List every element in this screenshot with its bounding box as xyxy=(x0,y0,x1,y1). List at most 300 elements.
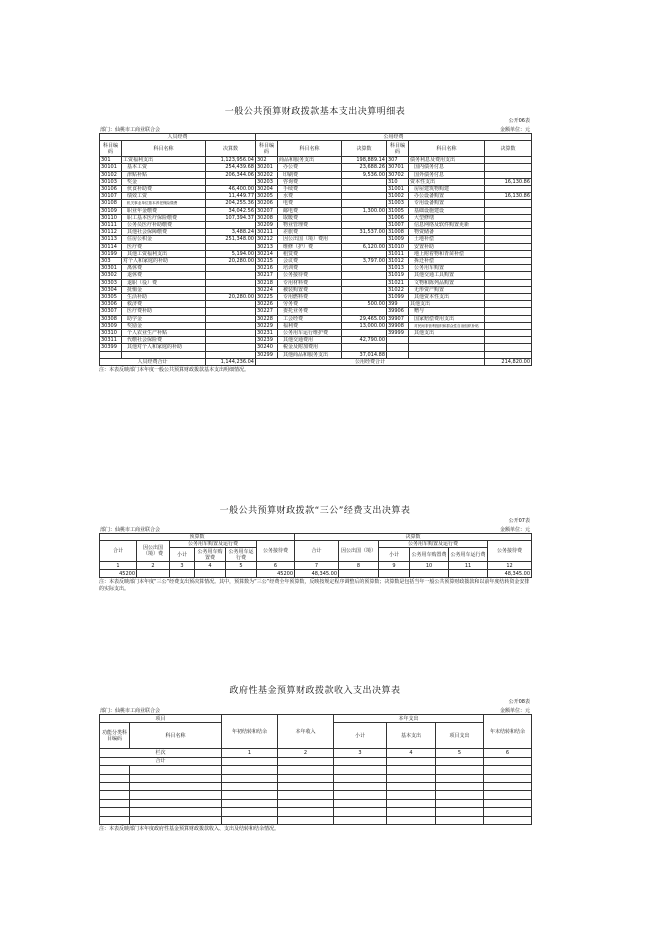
subject-name-cell: 国家赔偿费用支出 xyxy=(409,315,485,322)
amount-cell xyxy=(410,570,449,578)
col-code: 科目编码 xyxy=(256,141,278,157)
sheet2-code: 公开07表 xyxy=(508,518,530,524)
subject-code-cell: 30112 xyxy=(100,229,122,236)
subject-name-cell: 土地补偿 xyxy=(409,236,485,243)
table-row xyxy=(100,236,532,243)
amount-cell: 29,465.00 xyxy=(342,315,387,322)
final-car-subtotal: 小计 xyxy=(379,548,410,562)
amount-cell xyxy=(206,322,256,329)
table-row xyxy=(100,186,532,193)
amount-cell: 42,790.00 xyxy=(342,337,387,344)
subject-name-cell: 物业管理费 xyxy=(278,222,342,229)
subject-name-cell: 其他交通工具购置 xyxy=(409,272,485,279)
subject-code-cell: 30231 xyxy=(256,330,278,337)
amount-cell: 206,344.06 xyxy=(206,171,256,178)
subject-code-cell: 310 xyxy=(387,178,409,185)
subject-code-cell: 30212 xyxy=(256,236,278,243)
subject-code-cell: 30199 xyxy=(100,250,122,257)
sheet1-title: 一般公共预算财政拨款基本支出决算明细表 xyxy=(224,107,406,117)
table-row xyxy=(100,337,532,344)
subject-name-cell: 差旅费 xyxy=(278,229,342,236)
subject-code-cell: 30201 xyxy=(256,164,278,171)
subject-code-cell: 39907 xyxy=(387,315,409,322)
subject-name-cell: 水费 xyxy=(278,193,342,200)
amount-cell xyxy=(206,265,256,272)
subject-code-cell: 30239 xyxy=(256,337,278,344)
subject-code-cell: 399 xyxy=(387,301,409,308)
amount-cell xyxy=(342,308,387,315)
subject-name-cell: 抚恤金 xyxy=(122,286,206,293)
subject-name-cell: 退职（役）费 xyxy=(122,279,206,286)
final-car-group: 公务用车购置及运行费 xyxy=(379,541,488,548)
amount-cell: 45200 xyxy=(257,570,295,578)
amount-cell: 198,889.14 xyxy=(342,157,387,164)
column-index-cell: 7 xyxy=(295,562,339,570)
amount-cell: 16,130.86 xyxy=(485,193,532,200)
sheet3-unit: 金额单位：元 xyxy=(499,708,530,714)
subject-code-cell: 31011 xyxy=(387,250,409,257)
col-amount: 决算数 xyxy=(206,141,256,157)
sheet1-code: 公开06表 xyxy=(508,118,530,124)
table-row xyxy=(100,301,532,308)
amount-cell: 46,400.00 xyxy=(206,186,256,193)
expense-subtotal-header: 小计 xyxy=(334,723,387,749)
table-row xyxy=(100,782,532,790)
amount-cell xyxy=(485,337,532,344)
amount-cell xyxy=(342,286,387,293)
amount-cell xyxy=(342,272,387,279)
subject-name-cell: 其他交通费用 xyxy=(278,337,342,344)
subject-name-cell: 机关事业单位基本养老保险缴费 xyxy=(122,200,206,207)
subject-name-cell: 拆迁补偿 xyxy=(409,258,485,265)
subject-name-cell: 文物和陈列品购置 xyxy=(409,279,485,286)
budget-car-group: 公务用车购置及运行费 xyxy=(170,541,257,548)
amount-cell xyxy=(485,243,532,250)
table-row xyxy=(100,250,532,257)
table-row xyxy=(100,214,532,221)
amount-cell xyxy=(342,279,387,286)
final-reception: 公务接待费 xyxy=(488,541,532,562)
subject-name-cell: 医疗费补助 xyxy=(122,308,206,315)
subject-name-cell: 代缴社会保险费 xyxy=(122,337,206,344)
amount-cell: 5,194.00 xyxy=(206,250,256,257)
col-index-label: 栏次 xyxy=(100,749,222,757)
subject-code-cell xyxy=(100,351,122,358)
table-row xyxy=(100,286,532,293)
subject-code-cell: 31002 xyxy=(387,193,409,200)
subject-name-cell: 基本工资 xyxy=(122,164,206,171)
subject-name-cell: 税金及附加费用 xyxy=(278,344,342,351)
subject-name-cell: 救济费 xyxy=(122,301,206,308)
end-balance-header: 年末结转和结余 xyxy=(484,715,532,749)
amount-cell xyxy=(342,186,387,193)
column-index-cell: 9 xyxy=(379,562,410,570)
subject-code-cell: 30102 xyxy=(100,171,122,178)
amount-cell xyxy=(485,301,532,308)
subject-code-cell: 30229 xyxy=(256,322,278,329)
subject-name-cell: 职工基本医疗保险缴费 xyxy=(122,214,206,221)
subject-name-cell: 维修（护）费 xyxy=(278,243,342,250)
subject-name-cell: 租赁费 xyxy=(278,250,342,257)
subject-code-cell: 30108 xyxy=(100,200,122,207)
amount-cell: 11,449.77 xyxy=(206,193,256,200)
amount-cell xyxy=(206,308,256,315)
subject-code-cell: 31022 xyxy=(387,286,409,293)
final-abroad: 因公出国（境） xyxy=(339,541,379,562)
amount-cell xyxy=(342,330,387,337)
amount-cell xyxy=(485,294,532,301)
amount-cell xyxy=(485,279,532,286)
table-row xyxy=(100,344,532,351)
subject-code-cell: 30308 xyxy=(100,315,122,322)
subject-code-cell: 30218 xyxy=(256,279,278,286)
subject-code-cell: 31010 xyxy=(387,243,409,250)
column-index-cell: 6 xyxy=(484,749,532,757)
table-row xyxy=(100,157,532,164)
subject-code-cell: 30206 xyxy=(256,200,278,207)
amount-cell: 251,348.00 xyxy=(206,236,256,243)
subject-code-cell: 30309 xyxy=(100,322,122,329)
column-index-cell: 5 xyxy=(226,562,257,570)
final-total: 合计 xyxy=(295,541,339,562)
amount-cell xyxy=(485,171,532,178)
table-row xyxy=(100,243,532,250)
amount-cell xyxy=(485,229,532,236)
subject-name-cell: 基础设施建设 xyxy=(409,207,485,214)
table-row xyxy=(100,330,532,337)
subject-name-cell: 债务利息及费用支出 xyxy=(409,157,485,164)
table-row xyxy=(100,816,532,824)
amount-cell xyxy=(485,330,532,337)
subject-name-cell: 公务用车运行维护费 xyxy=(278,330,342,337)
amount-cell xyxy=(485,344,532,351)
amount-cell: 45200 xyxy=(100,570,137,578)
public-total-label: 公用经费合计 xyxy=(256,358,485,365)
subject-name-cell: 其他工资福利支出 xyxy=(122,250,206,257)
subject-code-cell: 307 xyxy=(387,157,409,164)
subject-code-cell: 31003 xyxy=(387,200,409,207)
subject-name-cell xyxy=(122,351,206,358)
column-index-cell: 3 xyxy=(170,562,195,570)
sheet3-title: 政府性基金预算财政拨款收入支出决算表 xyxy=(229,686,401,696)
public-header: 公用经费 xyxy=(256,134,532,141)
amount-cell xyxy=(485,308,532,315)
subject-name-cell: 手续费 xyxy=(278,186,342,193)
amount-cell xyxy=(485,236,532,243)
subject-code-cell: 30304 xyxy=(100,286,122,293)
subject-code-cell: 31005 xyxy=(387,207,409,214)
subject-code-cell: 30213 xyxy=(256,243,278,250)
amount-cell xyxy=(137,570,170,578)
amount-cell xyxy=(206,279,256,286)
gov-fund-sheet xyxy=(99,683,531,833)
amount-cell: 9,536.00 xyxy=(342,171,387,178)
subject-code-cell: 30299 xyxy=(256,351,278,358)
income-header: 本年收入 xyxy=(278,715,334,749)
subject-name-cell: 大型修缮 xyxy=(409,214,485,221)
subject-code-cell: 30207 xyxy=(256,207,278,214)
subject-name-cell: 因公出国（境）费用 xyxy=(278,236,342,243)
amount-cell: 13,000.00 xyxy=(342,322,387,329)
subject-code-cell: 30111 xyxy=(100,222,122,229)
subject-name-cell: 公务用车购置 xyxy=(409,265,485,272)
subject-name-cell: 物资储备 xyxy=(409,229,485,236)
amount-cell: 3,797.00 xyxy=(342,258,387,265)
amount-cell: 3,488.24 xyxy=(206,229,256,236)
table-row xyxy=(100,799,532,807)
subject-name-cell: 绩效工资 xyxy=(122,193,206,200)
amount-cell: 37,014.88 xyxy=(342,351,387,358)
budget-abroad: 因公出国（境）费 xyxy=(137,541,170,562)
budget-header: 预算数 xyxy=(100,534,295,541)
table-row xyxy=(100,222,532,229)
subject-code-cell: 30228 xyxy=(256,315,278,322)
subject-code-cell: 31001 xyxy=(387,186,409,193)
amount-cell xyxy=(485,214,532,221)
amount-cell xyxy=(206,337,256,344)
subject-code-cell: 31013 xyxy=(387,265,409,272)
column-index-cell: 2 xyxy=(137,562,170,570)
final-header: 决算数 xyxy=(295,534,532,541)
column-index-cell: 2 xyxy=(278,749,334,757)
basic-expenditure-table xyxy=(99,133,532,366)
column-index-cell: 10 xyxy=(410,562,449,570)
amount-cell xyxy=(485,272,532,279)
subject-code-cell: 302 xyxy=(256,157,278,164)
subject-code-cell: 31006 xyxy=(387,214,409,221)
subject-name-cell: 无形资产购置 xyxy=(409,286,485,293)
amount-cell xyxy=(206,351,256,358)
subject-name-cell: 生活补助 xyxy=(122,294,206,301)
subject-name-cell: 退休费 xyxy=(122,272,206,279)
amount-cell xyxy=(485,222,532,229)
subject-name-cell: 其他支出 xyxy=(409,330,485,337)
subject-name-cell: 奖金 xyxy=(122,178,206,185)
amount-cell xyxy=(485,250,532,257)
sheet2-dept: 部门：仙桃市工商业联合会 xyxy=(100,527,161,533)
amount-cell: 204,255.36 xyxy=(206,200,256,207)
subject-code-cell: 301 xyxy=(100,157,122,164)
subject-name-cell: 工会经费 xyxy=(278,315,342,322)
subject-name-cell: 取暖费 xyxy=(278,214,342,221)
amount-cell xyxy=(206,344,256,351)
table-row xyxy=(100,322,532,329)
table-row xyxy=(100,207,532,214)
table-row xyxy=(100,178,532,185)
table-row xyxy=(100,766,532,774)
amount-cell xyxy=(206,301,256,308)
subject-name-cell: 邮电费 xyxy=(278,207,342,214)
subject-code-cell: 31009 xyxy=(387,236,409,243)
subject-code-cell: 30109 xyxy=(100,207,122,214)
column-index-cell: 12 xyxy=(488,562,532,570)
amount-cell xyxy=(379,570,410,578)
budget-car-run: 公务用车运行费 xyxy=(226,548,257,562)
sheet1-dept: 部门：仙桃市工商业联合会 xyxy=(100,127,161,133)
subject-code-cell: 30226 xyxy=(256,301,278,308)
amount-cell xyxy=(485,200,532,207)
subject-name-cell: 其他社会保障缴费 xyxy=(122,229,206,236)
public-total-value: 214,820.00 xyxy=(485,358,532,365)
table-row xyxy=(100,808,532,816)
subject-name-cell: 地上附着物和青苗补偿 xyxy=(409,250,485,257)
subject-name-cell: 国外债务付息 xyxy=(409,171,485,178)
subject-name-cell: 商品和服务支出 xyxy=(278,157,342,164)
amount-cell: 500.00 xyxy=(342,301,387,308)
subject-code-cell: 30107 xyxy=(100,193,122,200)
col-amount: 决算数 xyxy=(342,141,387,157)
table-row xyxy=(100,164,532,171)
subject-name-cell: 劳务费 xyxy=(278,301,342,308)
subject-code-cell xyxy=(387,337,409,344)
subject-code-cell: 30303 xyxy=(100,279,122,286)
three-public-table xyxy=(99,533,532,578)
expense-header: 本年支出 xyxy=(334,715,484,723)
amount-cell xyxy=(342,200,387,207)
gov-fund-total-label: 合计 xyxy=(100,757,222,765)
column-index-cell: 6 xyxy=(257,562,295,570)
subject-code-cell: 31008 xyxy=(387,229,409,236)
subject-code-cell: 30215 xyxy=(256,258,278,265)
subject-code-cell: 31099 xyxy=(387,294,409,301)
subject-name-cell: 信息网络及软件购置更新 xyxy=(409,222,485,229)
subject-name-cell: 办公费 xyxy=(278,164,342,171)
amount-cell xyxy=(485,322,532,329)
subject-name-cell: 其他资本性支出 xyxy=(409,294,485,301)
subject-code-cell: 30240 xyxy=(256,344,278,351)
amount-cell xyxy=(195,570,226,578)
subject-name-cell: 专用材料费 xyxy=(278,279,342,286)
amount-cell xyxy=(342,265,387,272)
sheet2-unit: 金额单位：元 xyxy=(499,527,530,533)
subject-code-cell: 30103 xyxy=(100,178,122,185)
table-row xyxy=(100,774,532,782)
col-name: 科目名称 xyxy=(122,141,206,157)
subject-code-cell: 39908 xyxy=(387,322,409,329)
amount-cell xyxy=(485,207,532,214)
sheet3-dept: 部门：仙桃市工商业联合会 xyxy=(100,708,161,714)
column-index-cell: 5 xyxy=(436,749,484,757)
subject-name-cell: 办公设备购置 xyxy=(409,193,485,200)
subject-code-cell: 30203 xyxy=(256,178,278,185)
subject-code-cell: 30306 xyxy=(100,301,122,308)
amount-cell xyxy=(206,286,256,293)
column-index-cell: 4 xyxy=(195,562,226,570)
subject-name-cell: 专用设备购置 xyxy=(409,200,485,207)
subject-name-cell xyxy=(409,344,485,351)
col-amount: 决算数 xyxy=(485,141,532,157)
amount-cell xyxy=(206,243,256,250)
subject-code-cell xyxy=(387,351,409,358)
subject-name-cell: 安置补助 xyxy=(409,243,485,250)
table-row xyxy=(100,258,532,265)
subject-code-cell: 30110 xyxy=(100,214,122,221)
col-name: 科目名称 xyxy=(278,141,342,157)
subject-name-cell: 个人农业生产补贴 xyxy=(122,330,206,337)
subject-code-cell: 39999 xyxy=(387,330,409,337)
sheet1-unit: 金额单位：元 xyxy=(499,127,530,133)
amount-cell xyxy=(342,222,387,229)
subject-code-cell: 30106 xyxy=(100,186,122,193)
table-row xyxy=(100,315,532,322)
sheet2-note: 注：本表反映部门本年度“三公”经费支出预决算情况。其中，预算数为“三公”经费全年预算数，反映按规定程序调整后的预算数；决算数是包括当年一般公共预算财政拨款和以前年度结转资金安排的实际支出。 xyxy=(99,579,530,592)
subject-code-cell xyxy=(387,344,409,351)
subject-name-cell: 离休费 xyxy=(122,265,206,272)
subject-code-cell: 31012 xyxy=(387,258,409,265)
table-row xyxy=(100,351,532,358)
amount-cell xyxy=(485,157,532,164)
amount-cell: 20,280.00 xyxy=(206,258,256,265)
subject-code-cell: 39906 xyxy=(387,308,409,315)
subject-code-cell: 30113 xyxy=(100,236,122,243)
subject-code-cell: 30399 xyxy=(100,344,122,351)
amount-cell xyxy=(449,570,488,578)
amount-cell: 34,042.56 xyxy=(206,207,256,214)
subject-code-cell: 30209 xyxy=(256,222,278,229)
amount-cell: 1,123,956.04 xyxy=(206,157,256,164)
sheet1-note: 注：本表反映部门本年度一般公共预算财政拨款基本支出明细情况。 xyxy=(99,367,250,374)
amount-cell xyxy=(342,344,387,351)
subject-name-cell: 其他商品和服务支出 xyxy=(278,351,342,358)
amount-cell xyxy=(342,294,387,301)
subject-name-header: 科目名称 xyxy=(130,723,222,749)
table-row xyxy=(100,272,532,279)
amount-cell: 107,394.37 xyxy=(206,214,256,221)
subject-name-cell xyxy=(409,337,485,344)
subject-name-cell: 其他对个人和家庭的补助 xyxy=(122,344,206,351)
subject-code-cell: 30202 xyxy=(256,171,278,178)
subject-code-cell: 30216 xyxy=(256,265,278,272)
subject-code-cell: 30205 xyxy=(256,193,278,200)
func-code-header: 功能分类科目编码 xyxy=(100,723,130,749)
amount-cell: 20,280.00 xyxy=(206,294,256,301)
budget-reception: 公务接待费 xyxy=(257,541,295,562)
subject-code-cell: 30211 xyxy=(256,229,278,236)
subject-code-cell: 30217 xyxy=(256,272,278,279)
budget-car-subtotal: 小计 xyxy=(170,548,195,562)
begin-balance-header: 年初结转和结余 xyxy=(222,715,278,749)
amount-cell: 31,537.00 xyxy=(342,229,387,236)
column-index-cell: 3 xyxy=(334,749,387,757)
subject-code-cell: 30227 xyxy=(256,308,278,315)
amount-cell: 48,345.00 xyxy=(488,570,532,578)
table-row xyxy=(100,265,532,272)
subject-name-cell: 会议费 xyxy=(278,258,342,265)
subject-name-cell: 医疗费 xyxy=(122,243,206,250)
column-index-cell: 8 xyxy=(339,562,379,570)
subject-name-cell: 专用燃料费 xyxy=(278,294,342,301)
subject-name-cell: 其他支出 xyxy=(409,301,485,308)
three-public-sheet xyxy=(99,503,531,593)
amount-cell xyxy=(485,164,532,171)
table-row xyxy=(100,193,532,200)
basic-expenditure-sheet xyxy=(99,104,531,374)
subject-name-cell: 公务接待费 xyxy=(278,272,342,279)
project-expense-header: 项目支出 xyxy=(436,723,484,749)
subject-code-cell: 30225 xyxy=(256,294,278,301)
table-row xyxy=(100,279,532,286)
amount-cell: 254,439.68 xyxy=(206,164,256,171)
subject-name-cell: 对个人和家庭的补助 xyxy=(122,258,206,265)
subject-code-cell: 30311 xyxy=(100,337,122,344)
budget-car-buy: 公务用车购置费 xyxy=(195,548,226,562)
final-car-buy: 公务用车购置费 xyxy=(410,548,449,562)
subject-code-cell: 30101 xyxy=(100,164,122,171)
table-row xyxy=(100,308,532,315)
subject-name-cell: 伙食补助费 xyxy=(122,186,206,193)
subject-code-cell: 30307 xyxy=(100,308,122,315)
amount-cell xyxy=(485,286,532,293)
